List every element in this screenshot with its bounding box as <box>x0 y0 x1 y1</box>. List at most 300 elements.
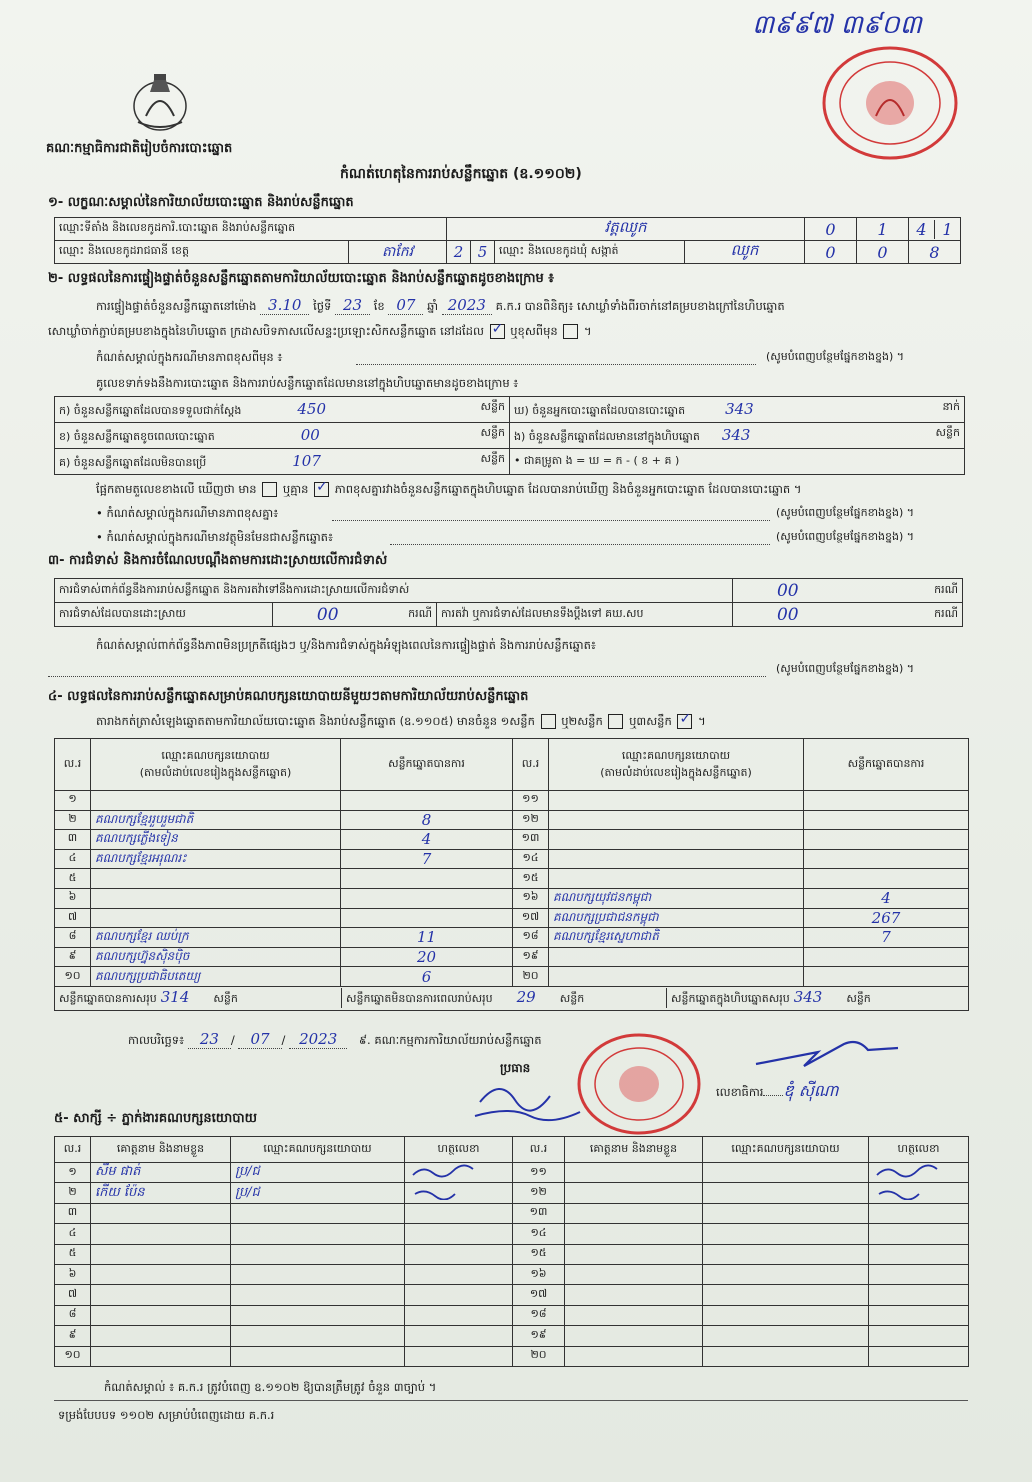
tally-text: តារាងកត់ត្រាសំឡេងឆ្នោតតាមការិយាល័យបោះឆ្នោត និងរាប់សន្លឹកឆ្នោត (ឧ.១១០៥) មានចំនួន ១សន្លឹក <box>96 714 535 728</box>
witness-party-field[interactable] <box>703 1183 869 1203</box>
party-no: ១៥ <box>513 869 549 889</box>
party-votes-field[interactable] <box>341 791 513 811</box>
objection-count-value[interactable]: 00 <box>733 579 843 603</box>
box-ballots-value[interactable]: 343 <box>721 425 751 444</box>
totals-row <box>55 986 969 1010</box>
witness-no: ១៦ <box>513 1264 565 1284</box>
section5-title: ៥- សាក្សី ÷ ភ្នាក់ងារគណបក្សនយោបាយ <box>54 1111 257 1126</box>
party-name-field[interactable]: គណបក្សភ្លើងទៀន <box>91 830 341 850</box>
party-name-field[interactable] <box>91 908 341 928</box>
bullet-non-ballot: • កំណត់សម្គាល់ក្នុងករណីមានវត្ថុមិនមែនជាសន្លឹកឆ្នោត៖ <box>96 530 334 544</box>
count-row-a <box>55 397 510 423</box>
table-row <box>55 810 969 830</box>
witness-name-field[interactable] <box>565 1224 703 1244</box>
witness-signature-field[interactable] <box>869 1224 969 1244</box>
province-label: ឈ្មោះ និងលេខកូដរាជធានី ខេត្ត <box>55 241 349 264</box>
party-votes-field[interactable] <box>804 791 969 811</box>
witness-signature-field[interactable] <box>869 1244 969 1264</box>
table-row <box>55 967 969 987</box>
difference-note-label: កំណត់សម្គាល់ក្នុងករណីមានភាពខុសពីមុន ៖ <box>96 350 283 364</box>
witness-party-field[interactable] <box>231 1346 405 1366</box>
station-table <box>54 217 961 264</box>
verify-line-1 <box>96 296 785 316</box>
compare-text: ផ្អែកតាមតួលេខខាងលើ ឃើញថា មាន <box>96 482 257 496</box>
witness-no: ៨ <box>55 1305 91 1325</box>
party-no: ១ <box>55 791 91 811</box>
commune-code-digit[interactable]: 0 <box>857 241 909 264</box>
compare-text: ភាពខុសគ្នារវាងចំនួនសន្លឹកឆ្នោតក្នុងហិបឆ្នោត ដែលបានរាប់ឃើញ និងចំនួនអ្នកបោះឆ្នោត ដែលបានបោះឆ្នោត ។ <box>334 482 802 496</box>
witness-signature-field[interactable] <box>405 1264 513 1284</box>
party-name-field[interactable] <box>549 810 804 830</box>
party-votes-field[interactable] <box>804 947 969 967</box>
table-row <box>55 869 969 889</box>
two-sheets-checkbox[interactable] <box>608 714 623 729</box>
witness-name-header: គោត្តនាម និងនាមខ្លួន <box>91 1137 231 1163</box>
party-no: ១៦ <box>513 888 549 908</box>
witness-party-field[interactable] <box>703 1203 869 1223</box>
col-party-line2: (តាមលំដាប់លេខរៀងក្នុងសន្លឹកឆ្នោត) <box>600 765 752 779</box>
party-name-field[interactable] <box>91 888 341 908</box>
witness-no-header: ល.រ <box>513 1137 565 1163</box>
party-name-field[interactable]: គណបក្សខ្មែរអរុណរះ <box>91 849 341 869</box>
witness-no: ១២ <box>513 1183 565 1203</box>
col-votes-header: សន្លឹកឆ្នោតបានការ <box>804 739 969 791</box>
signature-icon <box>873 1184 943 1200</box>
objection-label: ការជំទាស់ពាក់ព័ន្ធនឹងការរាប់សន្លឹកឆ្នោត និងការតវ៉ាទៅនឹងការដោះស្រាយលើការជំទាស់ <box>55 579 733 603</box>
chair-label: ប្រធាន <box>500 1061 531 1075</box>
col-party-header <box>91 739 341 791</box>
ballot-count-table <box>54 396 965 475</box>
witness-party-field[interactable] <box>231 1264 405 1284</box>
tally-text: ឬ២សន្លឹក <box>561 714 603 728</box>
table-row <box>55 1264 969 1284</box>
count-row-e <box>510 423 965 449</box>
witness-signature-field[interactable] <box>869 1203 969 1223</box>
col-party-line2: (តាមលំដាប់លេខរៀងក្នុងសន្លឹកឆ្នោត) <box>139 765 292 779</box>
party-votes-field[interactable]: 11 <box>341 928 513 948</box>
witness-no: ១៨ <box>513 1305 565 1325</box>
party-name-field[interactable]: គណបក្សហ្វ៊ុនស៊ិនប៉ិច <box>91 947 341 967</box>
compare-intro: គូលេខទាក់ទងនឹងការបោះឆ្នោត និងការរាប់សន្លឹកឆ្នោតដែលមាននៅក្នុងហិបឆ្នោតមានដូចខាងក្រោម ៖ <box>96 376 519 390</box>
table-row <box>55 1326 969 1346</box>
witness-no: ១៥ <box>513 1244 565 1264</box>
witness-no: ៦ <box>55 1264 91 1284</box>
date-label: កាលបរិច្ឆេទ៖ <box>128 1033 185 1047</box>
total-valid-label: សន្លឹកឆ្នោតបានការសរុប <box>59 992 157 1006</box>
witness-signature-field[interactable] <box>869 1326 969 1346</box>
tally-text: ឬ៣សន្លឹក <box>629 714 672 728</box>
fill-more-note: (សូមបំពេញបន្ថែមផ្នែកខាងខ្នង) ។ <box>776 506 915 519</box>
table-row <box>55 1203 969 1223</box>
witness-party-field[interactable] <box>703 1326 869 1346</box>
total-unit: សន្លឹក <box>846 992 871 1006</box>
date-year-field[interactable]: 2023 <box>289 1030 347 1049</box>
party-no: ៤ <box>55 849 91 869</box>
total-valid-cell <box>55 988 342 1008</box>
witness-party-header: ឈ្មោះគណបក្សនយោបាយ <box>703 1137 869 1163</box>
has-difference-checkbox[interactable] <box>262 482 277 497</box>
col-no-header: ល.រ <box>513 739 549 791</box>
party-votes-field[interactable] <box>804 810 969 830</box>
witness-signature-field[interactable] <box>869 1305 969 1325</box>
compare-text: ឬគ្មាន <box>282 482 309 496</box>
voters-value[interactable]: 343 <box>725 399 754 418</box>
commune-name-field[interactable]: ឈូក <box>685 241 805 264</box>
party-name-field[interactable]: គណបក្សប្រជាជនកម្ពុជា <box>549 908 804 928</box>
station-code-digit: 4 <box>909 220 935 239</box>
count-row-b <box>55 423 510 449</box>
witness-party-field[interactable] <box>231 1285 405 1305</box>
party-no: ៦ <box>55 888 91 908</box>
resolved-label: ការជំទាស់ដែលបានដោះស្រាយ <box>55 603 273 627</box>
station-name-field[interactable]: វត្តឈូក <box>447 218 805 241</box>
station-code-digit: 1 <box>942 219 953 239</box>
one-sheet-checkbox[interactable] <box>541 714 556 729</box>
witness-name-field[interactable] <box>565 1163 703 1183</box>
party-name-field[interactable] <box>549 791 804 811</box>
station-code-digits[interactable] <box>909 218 961 241</box>
verify-text: ខែ <box>373 299 385 313</box>
witness-name-field[interactable] <box>565 1326 703 1346</box>
witness-name-field[interactable] <box>91 1285 231 1305</box>
party-no: ១៣ <box>513 830 549 850</box>
witness-signature-field[interactable] <box>405 1244 513 1264</box>
party-no: ២ <box>55 810 91 830</box>
witness-signature-field[interactable] <box>405 1163 513 1183</box>
party-votes-field[interactable] <box>341 908 513 928</box>
verify-text: ថ្ងៃទី <box>313 299 332 313</box>
witness-name-field[interactable] <box>565 1305 703 1325</box>
party-name-field[interactable] <box>549 947 804 967</box>
resolved-count-value[interactable]: 00 <box>273 603 383 627</box>
table-row <box>55 849 969 869</box>
witness-no: ២ <box>55 1183 91 1203</box>
witness-name-field[interactable] <box>565 1346 703 1366</box>
witness-party-field[interactable] <box>231 1203 405 1223</box>
witness-name-field[interactable] <box>565 1183 703 1203</box>
total-box-cell <box>667 988 871 1008</box>
different-checkbox[interactable] <box>563 324 578 339</box>
form-title: កំណត់ហេតុនៃការរាប់សន្លឹកឆ្នោត (ឧ.១១០២) <box>340 166 582 182</box>
col-party-header <box>549 739 804 791</box>
party-no: ៨ <box>55 928 91 948</box>
party-name-field[interactable] <box>91 869 341 889</box>
verify-day-field[interactable]: 23 <box>335 296 370 315</box>
witness-party-field[interactable] <box>703 1285 869 1305</box>
witness-party-field[interactable] <box>703 1244 869 1264</box>
commune-code-digit[interactable]: 8 <box>909 241 961 264</box>
party-votes-field[interactable]: 8 <box>341 810 513 830</box>
witness-no: ៩ <box>55 1326 91 1346</box>
witness-party-field[interactable] <box>703 1224 869 1244</box>
station-label: ឈ្មោះទីតាំង និងលេខកូដការិ.បោះឆ្នោត និងរាប់សន្លឹកឆ្នោត <box>55 218 447 241</box>
count-unit: សន្លឹក <box>480 399 505 413</box>
witness-note: កំណត់សម្គាល់ ៖ គ.ក.រ ត្រូវបំពេញ ឧ.១១០២ ឱ្យបានត្រឹមត្រូវ ចំនួន ៣ច្បាប់ ។ <box>104 1380 437 1394</box>
secretary-label: លេខាធិការ <box>716 1085 764 1099</box>
witness-signature-field[interactable] <box>405 1183 513 1203</box>
party-votes-field[interactable]: 4 <box>804 888 969 908</box>
party-no: ១៩ <box>513 947 549 967</box>
witness-no: ២០ <box>513 1346 565 1366</box>
count-row-c <box>55 449 510 475</box>
chair-signature-icon <box>470 1072 590 1126</box>
witness-no: ៣ <box>55 1203 91 1223</box>
verify-time-field[interactable]: 3.10 <box>260 296 309 315</box>
party-name-field[interactable]: គណបក្សយុវជនកម្ពុជា <box>549 888 804 908</box>
table-row <box>55 1163 969 1183</box>
fill-more-note: (សូមបំពេញបន្ថែមផ្នែកខាងខ្នង) ។ <box>776 662 915 675</box>
province-code-digit[interactable]: 5 <box>471 241 495 264</box>
handwritten-annotation: ៣៩៩៧ ៣៩០៣ <box>752 10 922 40</box>
committee-stamp-icon <box>576 1032 702 1136</box>
witness-no: ៥ <box>55 1244 91 1264</box>
received-ballots-value[interactable]: 450 <box>297 399 326 418</box>
secretary-line <box>716 1080 839 1104</box>
results-table <box>54 738 969 1011</box>
party-no: ១១ <box>513 791 549 811</box>
verify-line-2: សោឃ្លាំចាក់ភ្ជាប់គម្របខាងក្នុងនៃហិបឆ្នោត ក្រដាសបិទភាសលើសន្ទះប្រឡោះសិកសន្លឹកឆ្នោត នៅដដែល ✓ ឬខុសពីមុន ។ <box>48 324 592 341</box>
witness-party-field[interactable]: ប្រ/ជ <box>231 1163 405 1183</box>
party-no: ៩ <box>55 947 91 967</box>
table-row <box>55 888 969 908</box>
witness-party-field[interactable] <box>231 1244 405 1264</box>
witness-signature-field[interactable] <box>869 1285 969 1305</box>
party-no: ៥ <box>55 869 91 889</box>
table-row <box>55 1224 969 1244</box>
witness-name-field[interactable] <box>91 1326 231 1346</box>
party-votes-field[interactable]: 7 <box>804 928 969 948</box>
secretary-signature-icon <box>748 1030 908 1074</box>
appeal-label: ការតវ៉ា ឬការជំទាស់ដែលមានទឹងប្តឹងទៅ គឃ.សប <box>437 603 733 627</box>
count-label: គ) ចំនួនសន្លឹកឆ្នោតដែលមិនបានប្រើ <box>59 455 207 469</box>
count-row-d <box>510 397 965 423</box>
witness-no: ១៧ <box>513 1285 565 1305</box>
witness-party-field[interactable] <box>231 1326 405 1346</box>
section1-title: ១- លក្ខណៈសម្គាល់នៃការិយាល័យបោះឆ្នោត និងរាប់សន្លឹកឆ្នោត <box>48 195 354 210</box>
witness-party-field[interactable]: ប្រ/ជ <box>231 1183 405 1203</box>
total-unit: សន្លឹក <box>559 992 585 1006</box>
witness-no: ៧ <box>55 1285 91 1305</box>
national-emblem-icon <box>128 66 192 136</box>
witness-signature-field[interactable] <box>405 1346 513 1366</box>
party-no: ១០ <box>55 967 91 987</box>
appeal-count-value[interactable]: 00 <box>733 603 843 627</box>
party-votes-field[interactable] <box>341 869 513 889</box>
witness-no: ១៤ <box>513 1224 565 1244</box>
witness-name-field[interactable] <box>565 1285 703 1305</box>
objection-table <box>54 578 963 627</box>
witness-party-field[interactable] <box>703 1305 869 1325</box>
witness-signature-field[interactable] <box>405 1305 513 1325</box>
province-code-digit[interactable]: 2 <box>447 241 471 264</box>
total-invalid-label: សន្លឹកឆ្នោតមិនបានការពេលរាប់សរុប <box>346 992 493 1006</box>
fill-more-note: (សូមបំពេញបន្ថែមផ្នែកខាងខ្នង) ។ <box>776 530 915 543</box>
table-row <box>55 1244 969 1264</box>
verify-month-field[interactable]: 07 <box>388 296 423 315</box>
witness-signature-field[interactable] <box>405 1203 513 1223</box>
party-name-field[interactable]: គណបក្សខ្មែររួបរួមជាតិ <box>91 810 341 830</box>
station-code-digit[interactable]: 0 <box>805 218 857 241</box>
witness-no: ១០ <box>55 1346 91 1366</box>
verify-text: សោឃ្លាំចាក់ភ្ជាប់គម្របខាងក្នុងនៃហិបឆ្នោត ក្រដាសបិទភាសលើសន្ទះប្រឡោះសិកសន្លឹកឆ្នោត នៅដដែល <box>48 324 484 338</box>
party-votes-field[interactable]: 267 <box>804 908 969 928</box>
witness-party-field[interactable] <box>231 1305 405 1325</box>
witness-no: ៤ <box>55 1224 91 1244</box>
table-row <box>55 928 969 948</box>
witness-signature-field[interactable] <box>405 1285 513 1305</box>
table-row <box>55 1285 969 1305</box>
witness-name-field[interactable] <box>91 1244 231 1264</box>
party-no: ៣ <box>55 830 91 850</box>
table-row <box>55 791 969 811</box>
witness-name-field[interactable]: សឺម ផាត់ <box>91 1163 231 1183</box>
three-sheets-checkbox[interactable] <box>677 714 692 729</box>
committee-name: គណៈកម្មាធិការជាតិរៀបចំការបោះឆ្នោត <box>46 141 233 156</box>
witness-name-field[interactable] <box>565 1203 703 1223</box>
verify-text: ការផ្ទៀងផ្ទាត់ចំនួនសន្លឹកឆ្នោតនៅម៉ោង <box>96 299 257 313</box>
witness-signature-field[interactable] <box>869 1183 969 1203</box>
party-name-field[interactable]: គណបក្សប្រជាធិបតេយ្យ <box>91 967 341 987</box>
party-name-field[interactable] <box>91 791 341 811</box>
footer-text: ទម្រង់បែបបទ ១១០២ សម្រាប់បំពេញដោយ គ.ក.រ <box>58 1408 275 1422</box>
witness-signature-field[interactable] <box>869 1163 969 1183</box>
party-no: ១៤ <box>513 849 549 869</box>
case-unit: ករណី <box>383 603 437 627</box>
witness-party-field[interactable] <box>703 1264 869 1284</box>
count-unit: សន្លឹក <box>935 425 960 439</box>
witness-no: ១១ <box>513 1163 565 1183</box>
col-no-header: ល.រ <box>55 739 91 791</box>
witness-party-field[interactable] <box>703 1346 869 1366</box>
verify-year-field[interactable]: 2023 <box>442 296 492 315</box>
party-name-field[interactable] <box>549 869 804 889</box>
tally-sheet-line: តារាងកត់ត្រាសំឡេងឆ្នោតតាមការិយាល័យបោះឆ្នោត និងរាប់សន្លឹកឆ្នោត (ឧ.១១០៥) មានចំនួន ១សន្លឹក ឬ២សន្លឹក ឬ៣សន្លឹក ✓ ។ <box>96 714 706 731</box>
witness-name-field[interactable] <box>91 1305 231 1325</box>
table-row <box>55 947 969 967</box>
witness-signature-field[interactable] <box>869 1264 969 1284</box>
witness-name-field[interactable] <box>565 1244 703 1264</box>
official-stamp-icon <box>820 44 960 162</box>
col-votes-header: សន្លឹកឆ្នោតបានការ <box>341 739 513 791</box>
party-no: ១២ <box>513 810 549 830</box>
table-row <box>55 1346 969 1366</box>
verify-text: គ.ក.រ បានពិនិត្យ៖ សោឃ្លាំទាំងពីរចាក់នៅគម្របខាងក្រៅនៃហិបឆ្នោត <box>495 299 785 313</box>
party-votes-field[interactable] <box>804 849 969 869</box>
witness-no-header: ល.រ <box>55 1137 91 1163</box>
col-party-line1: ឈ្មោះគណបក្សនយោបាយ <box>161 749 270 762</box>
witness-party-field[interactable] <box>703 1163 869 1183</box>
case-unit: ករណី <box>843 603 963 627</box>
party-no: ១៨ <box>513 928 549 948</box>
party-votes-field[interactable]: 4 <box>341 830 513 850</box>
table-row <box>55 1305 969 1325</box>
table-row <box>55 830 969 850</box>
witness-no: ១ <box>55 1163 91 1183</box>
total-unit: សន្លឹក <box>213 992 238 1006</box>
party-votes-field[interactable]: 7 <box>341 849 513 869</box>
count-label: ខ) ចំនួនសន្លឹកឆ្នោតខូចពេលបោះឆ្នោត <box>59 429 215 443</box>
party-name-field[interactable] <box>549 967 804 987</box>
witness-name-field[interactable] <box>91 1224 231 1244</box>
spoiled-ballots-value[interactable]: 00 <box>300 425 320 444</box>
witness-name-field[interactable]: កើយ ប៉ែន <box>91 1183 231 1203</box>
witness-party-field[interactable] <box>231 1224 405 1244</box>
count-unit: សន្លឹក <box>480 451 505 465</box>
signature-icon <box>409 1184 479 1200</box>
total-box-label: សន្លឹកឆ្នោតក្នុងហិបឆ្នោតសរុប <box>671 992 790 1006</box>
party-name-field[interactable] <box>549 830 804 850</box>
party-no: ៧ <box>55 908 91 928</box>
total-invalid-value[interactable]: 29 <box>516 988 536 1007</box>
party-votes-field[interactable]: 6 <box>341 967 513 987</box>
count-label: ឃ) ចំនួនអ្នកបោះឆ្នោតដែលបានបោះឆ្នោត <box>514 403 686 417</box>
witness-sign-header: ហត្ថលេខា <box>869 1137 969 1163</box>
case-unit: ករណី <box>843 579 963 603</box>
party-votes-field[interactable] <box>341 888 513 908</box>
witness-name-field[interactable] <box>565 1264 703 1284</box>
verify-text: ឬខុសពីមុន <box>510 324 558 338</box>
section4-title: ៤- លទ្ធផលនៃការរាប់សន្លឹកឆ្នោតសម្រាប់គណបក្សនយោបាយនីមួយៗតាមការិយាល័យរាប់សន្លឹកឆ្នោត <box>48 689 529 704</box>
witness-no: ១៣ <box>513 1203 565 1223</box>
committee-label: ៩. គណៈកម្មការការិយាល័យរាប់សន្លឹកឆ្នោត <box>358 1033 542 1047</box>
witness-sign-header: ហត្ថលេខា <box>405 1137 513 1163</box>
witness-name-field[interactable] <box>91 1203 231 1223</box>
commune-code-digit[interactable]: 0 <box>805 241 857 264</box>
witness-no: ១៩ <box>513 1326 565 1346</box>
unused-ballots-value[interactable]: 107 <box>292 451 321 470</box>
party-name-field[interactable]: គណបក្សខ្មែរ ឈប់ក្រ <box>91 928 341 948</box>
signature-icon <box>873 1163 943 1179</box>
secretary-name-field[interactable]: ឌុំ ស៊ីណា <box>783 1081 839 1100</box>
witness-signature-field[interactable] <box>405 1326 513 1346</box>
date-line: កាលបរិច្ឆេទ៖ 23 / 07 / 2023 ៩. គណៈកម្មការការិយាល័យរាប់សន្លឹកឆ្នោត <box>128 1030 542 1048</box>
fill-more-note: (សូមបំពេញបន្ថែមផ្នែកខាងខ្នង) ។ <box>766 350 905 363</box>
table-row <box>55 1183 969 1203</box>
date-month-field[interactable]: 07 <box>238 1030 281 1049</box>
bullet-difference: • កំណត់សម្គាល់ក្នុងករណីមានភាពខុសគ្នា៖ <box>96 506 279 520</box>
signature-icon <box>409 1163 479 1179</box>
col-party-line1: ឈ្មោះគណបក្សនយោបាយ <box>621 749 731 762</box>
total-box-value[interactable]: 343 <box>793 988 823 1007</box>
date-day-field[interactable]: 23 <box>188 1030 231 1049</box>
total-valid-value[interactable]: 314 <box>160 988 190 1007</box>
party-no: ២០ <box>513 967 549 987</box>
compare-line <box>96 482 801 499</box>
commune-label: ឈ្មោះ និងលេខកូដឃុំ សង្កាត់ <box>495 241 685 264</box>
same-checkbox[interactable] <box>490 324 505 339</box>
formula-row: • ជាគម្រូតា ង = ឃ = ក - ( ខ + គ ) <box>510 449 965 475</box>
witness-table <box>54 1136 969 1367</box>
party-name-field[interactable]: គណបក្សខ្មែរស្នេហាជាតិ <box>549 928 804 948</box>
witness-name-field[interactable] <box>91 1264 231 1284</box>
party-votes-field[interactable]: 20 <box>341 947 513 967</box>
party-name-field[interactable] <box>549 849 804 869</box>
station-code-digit[interactable]: 1 <box>857 218 909 241</box>
witness-name-header: គោត្តនាម និងនាមខ្លួន <box>565 1137 703 1163</box>
count-unit: សន្លឹក <box>480 425 505 439</box>
no-difference-checkbox[interactable] <box>314 482 329 497</box>
witness-signature-field[interactable] <box>405 1224 513 1244</box>
section3-title: ៣- ការជំទាស់ និងការចំណែលបណ្តឹងតាមការដោះស្រាយលើការជំទាស់ <box>48 553 388 568</box>
witness-name-field[interactable] <box>91 1346 231 1366</box>
witness-signature-field[interactable] <box>869 1346 969 1366</box>
party-votes-field[interactable] <box>804 830 969 850</box>
verify-text: ឆ្នាំ <box>427 299 439 313</box>
party-votes-field[interactable] <box>804 967 969 987</box>
province-name-field[interactable]: តាកែវ <box>349 241 447 264</box>
party-votes-field[interactable] <box>804 869 969 889</box>
section2-title: ២- លទ្ធផលនៃការផ្ទៀងផ្ទាត់ចំនួនសន្លឹកឆ្នោតតាមការិយាល័យបោះឆ្នោត និងរាប់សន្លឹកឆ្នោតដូចខាងក្រោម ៖ <box>48 271 554 286</box>
